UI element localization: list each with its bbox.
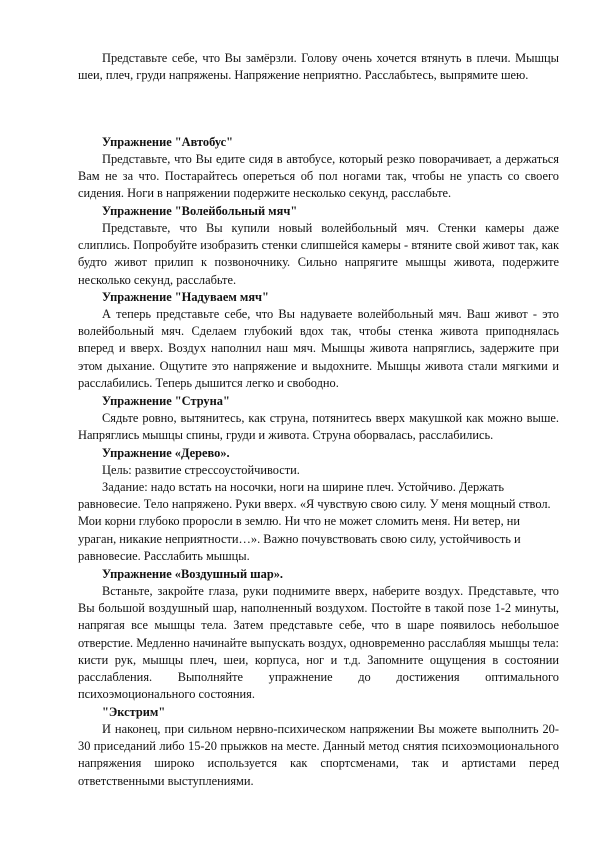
- section-title-struna: Упражнение "Струна": [102, 394, 230, 408]
- section-text-vozdushny-shar: Встаньте, закройте глаза, руки поднимите вверх, наберите воздух. Представьте, что Вы большой воздушный шар, наполненный воздухом. Постойте в такой позе 1-2 минуты, напрягая все мышцы тела. Затем представьте себе, что в шаре появилось небольшое отверстие. Медленно начинайте выпускать воздух, одновременно расслабляя мышцы тела: кисти рук, мышцы плеч, шеи, корпуса, ног и т.д. Запомните ощущения в состоянии расслабления. Выполняйте упражнение до достижения оптимального психоэмоционального состояния.: [78, 584, 559, 702]
- section-title-voleyball: Упражнение "Волейбольный мяч": [102, 204, 298, 218]
- section-text-ekstrim: И наконец, при сильном нервно-психическом напряжении Вы можете выполнить 20-30 приседаний либо 15-20 прыжков на месте. Данный метод снятия психоэмоционального напряжения широко используется как спортсменами, так и артистами перед ответственными выступлениями.: [78, 722, 559, 788]
- section-text-struna: Сядьте ровно, вытянитесь, как струна, потянитесь вверх макушкой как можно выше. Напряглись мышцы спины, груди и живота. Струна оборвалась, расслабились.: [78, 411, 559, 443]
- section-text-naduvaem: А теперь представьте себе, что Вы надуваете волейбольный мяч. Ваш живот - это волейбольный мяч. Сделаем глубокий вдох так, чтобы стенка живота приподнялась вперед и вверх. Воздух наполнил наш мяч. Мышцы живота напряглись, задержите при этом дыхание. Ощутите это напряжение и выдохните. Мышцы живота стали мягкими и расслабились. Теперь дышится легко и свободно.: [78, 307, 559, 390]
- section-title-derevo: Упражнение «Дерево».: [102, 446, 230, 460]
- intro-paragraph: Представьте себе, что Вы замёрзли. Голову очень хочется втянуть в плечи. Мышцы шеи, плеч, груди напряжены. Напряжение неприятно. Расслабьтесь, выпрямите шею.: [78, 51, 559, 83]
- section-text-avtobus: Представьте, что Вы едите сидя в автобусе, который резко поворачивает, а держаться Вам не за что. Постарайтесь опереться об пол ногами так, чтобы не упасть со своего сидения. Ноги в напряжении подержите несколько секунд, расслабьте.: [78, 152, 559, 201]
- section-goal-derevo: Цель: развитие стрессоустойчивости.: [102, 463, 300, 477]
- section-text-voleyball: Представьте, что Вы купили новый волейбольный мяч. Стенки камеры даже слиплись. Попробуйте изобразить стенки слипшейся камеры - втяните свой живот так, как будто живот прилип к позвоночнику. Сильно напрягите мышцы живота, подержите несколько секунд, расслабьте.: [78, 221, 559, 287]
- section-title-vozdushny-shar: Упражнение «Воздушный шар».: [102, 567, 284, 581]
- section-title-naduvaem: Упражнение "Надуваем мяч": [102, 290, 269, 304]
- section-title-ekstrim: "Экстрим": [102, 705, 166, 719]
- section-text-derevo: Задание: надо встать на носочки, ноги на ширине плеч. Устойчиво. Держать равновесие. Тело напряжено. Руки вверх. «Я чувствую свою силу. У меня мощный ствол. Мои корни глубоко проросли в землю. Ни что не может сломить меня. Ни ветер, ни ураган, никакие неприятности…». Важно почувствовать свою силу, устойчивость и равновесие. Расслабить мышцы.: [78, 480, 551, 563]
- section-title-avtobus: Упражнение "Автобус": [102, 135, 234, 149]
